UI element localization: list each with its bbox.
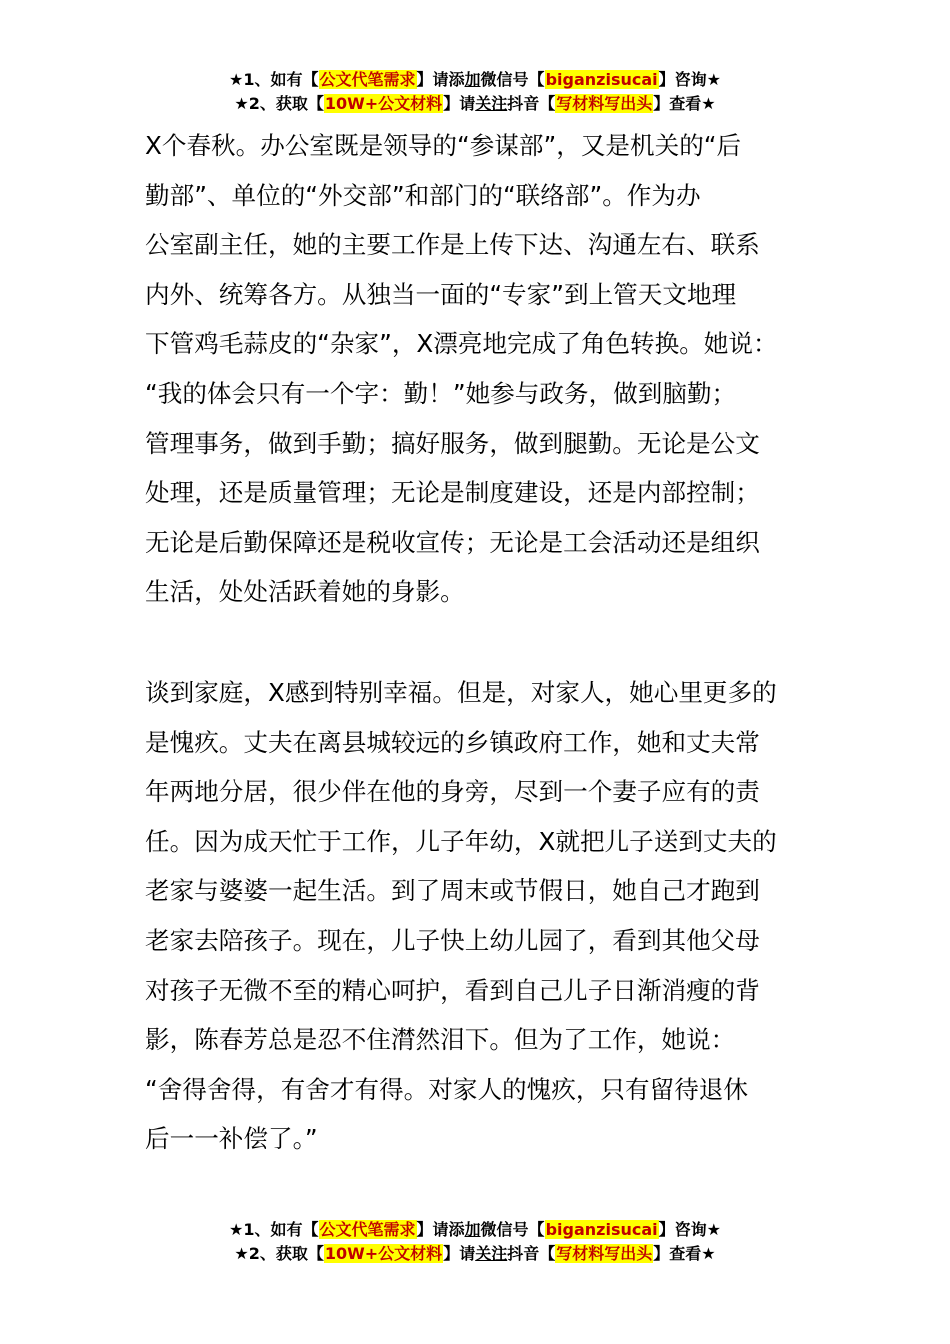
banner-emphasis: 加 xyxy=(464,1220,481,1239)
paragraph-line: 处理，还是质量管理；无论是制度建设，还是内部控制； xyxy=(145,478,760,508)
paragraph-line: 下管鸡毛蒜皮的“杂家”，X漂亮地完成了角色转换。她说： xyxy=(145,329,778,359)
footer-banner-line-2 xyxy=(0,1242,950,1266)
paragraph-line: 生活，处处活跃着她的身影。 xyxy=(145,577,465,607)
paragraph-line: “舍得舍得，有舍才有得。对家人的愧疚，只有留待退休 xyxy=(145,1074,748,1104)
banner-highlight: 10W+公文材料 xyxy=(324,94,443,113)
banner-text: 】请 xyxy=(443,94,476,113)
banner-douyin-name: 写材料写出头 xyxy=(556,94,653,113)
paragraph-line: 年两地分居，很少伴在他的身旁，尽到一个妻子应有的责 xyxy=(145,777,760,807)
banner-text: 微信号【 xyxy=(480,1220,545,1239)
banner-text: 抖音【 xyxy=(507,1244,556,1263)
banner-text: 】查看★ xyxy=(653,94,716,113)
banner-text: ★2、获取【 xyxy=(234,94,324,113)
banner-emphasis: 加 xyxy=(464,70,481,89)
paragraph-line: 对孩子无微不至的精心呵护，看到自己儿子日渐消瘦的背 xyxy=(145,975,760,1005)
banner-wechat-id: biganzisucai xyxy=(545,70,658,89)
paragraph-line: 老家与婆婆一起生活。到了周末或节假日，她自己才跑到 xyxy=(145,876,760,906)
banner-emphasis: 关注 xyxy=(475,1244,508,1263)
banner-text: 】请 xyxy=(443,1244,476,1263)
footer-banner xyxy=(0,1218,950,1266)
banner-text: 】咨询★ xyxy=(658,70,721,89)
paragraph-line: 后一一补偿了。” xyxy=(145,1124,318,1154)
header-banner xyxy=(0,68,950,116)
paragraph-1 xyxy=(145,121,835,617)
header-banner-line-2 xyxy=(0,92,950,116)
banner-text: ★1、如有【 xyxy=(229,70,319,89)
banner-text: 】查看★ xyxy=(653,1244,716,1263)
banner-text: 微信号【 xyxy=(480,70,545,89)
paragraph-line: 公室副主任，她的主要工作是上传下达、沟通左右、联系 xyxy=(145,230,760,260)
banner-text: ★2、获取【 xyxy=(234,1244,324,1263)
paragraph-line: 无论是后勤保障还是税收宣传；无论是工会活动还是组织 xyxy=(145,527,760,557)
paragraph-line: 老家去陪孩子。现在，儿子快上幼儿园了，看到其他父母 xyxy=(145,925,760,955)
banner-wechat-id: biganzisucai xyxy=(545,1220,658,1239)
paragraph-line: 管理事务，做到手勤；搞好服务，做到腿勤。无论是公文 xyxy=(145,428,760,458)
banner-text: 抖音【 xyxy=(507,94,556,113)
paragraph-line: 是愧疚。丈夫在离县城较远的乡镇政府工作，她和丈夫常 xyxy=(145,727,760,757)
header-banner-line-1 xyxy=(0,68,950,92)
paragraph-line: 内外、统筹各方。从独当一面的“专家”到上管天文地理 xyxy=(145,279,737,309)
banner-text: 】咨询★ xyxy=(658,1220,721,1239)
banner-text: 】请添 xyxy=(416,1220,465,1239)
paragraph-line: “我的体会只有一个字：勤！”她参与政务，做到脑勤； xyxy=(145,378,737,408)
footer-banner-line-1 xyxy=(0,1218,950,1242)
paragraph-line: 谈到家庭，X感到特别幸福。但是，对家人，她心里更多的 xyxy=(145,678,777,707)
paragraph-2 xyxy=(145,668,835,1164)
banner-text: ★1、如有【 xyxy=(229,1220,319,1239)
banner-emphasis: 关注 xyxy=(475,94,508,113)
paragraph-line: X个春秋。办公室既是领导的“参谋部”，又是机关的“后 xyxy=(145,131,742,160)
banner-highlight: 10W+公文材料 xyxy=(324,1244,443,1263)
banner-highlight: 公文代笔需求 xyxy=(319,1220,416,1239)
paragraph-line: 影，陈春芳总是忍不住潸然泪下。但为了工作，她说： xyxy=(145,1025,736,1055)
paragraph-line: 勤部”、单位的“外交部”和部门的“联络部”。作为办 xyxy=(145,180,701,210)
banner-text: 】请添 xyxy=(416,70,465,89)
banner-douyin-name: 写材料写出头 xyxy=(556,1244,653,1263)
paragraph-line: 任。因为成天忙于工作，儿子年幼，X就把儿子送到丈夫的 xyxy=(145,826,777,856)
banner-highlight: 公文代笔需求 xyxy=(319,70,416,89)
